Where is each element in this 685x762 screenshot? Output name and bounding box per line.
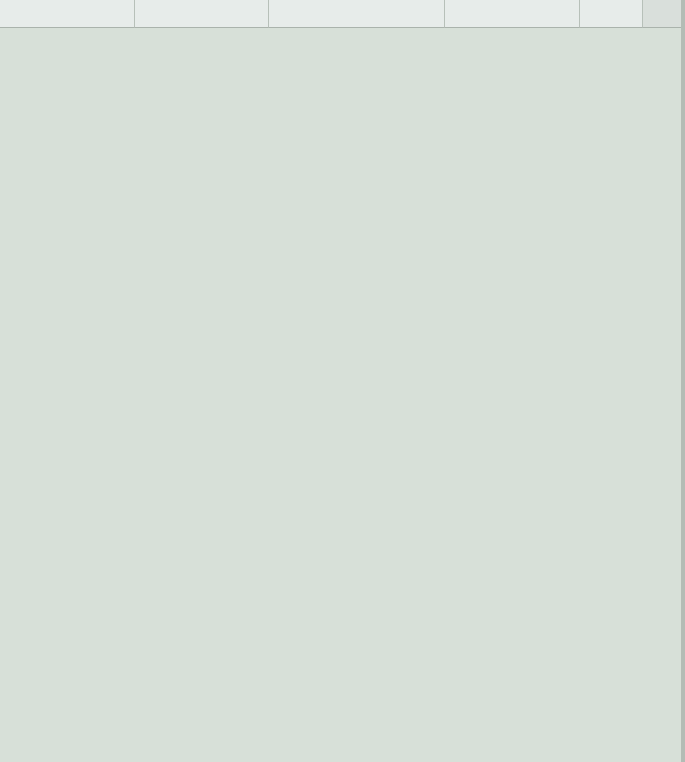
- column-header-c[interactable]: [269, 0, 445, 28]
- column-header-bar: [0, 0, 685, 28]
- vertical-scrollbar[interactable]: [681, 0, 685, 762]
- column-header-e[interactable]: [0, 0, 135, 28]
- select-all-corner[interactable]: [643, 0, 685, 28]
- column-header-a[interactable]: [580, 0, 643, 28]
- column-header-b[interactable]: [445, 0, 580, 28]
- column-header-d[interactable]: [135, 0, 269, 28]
